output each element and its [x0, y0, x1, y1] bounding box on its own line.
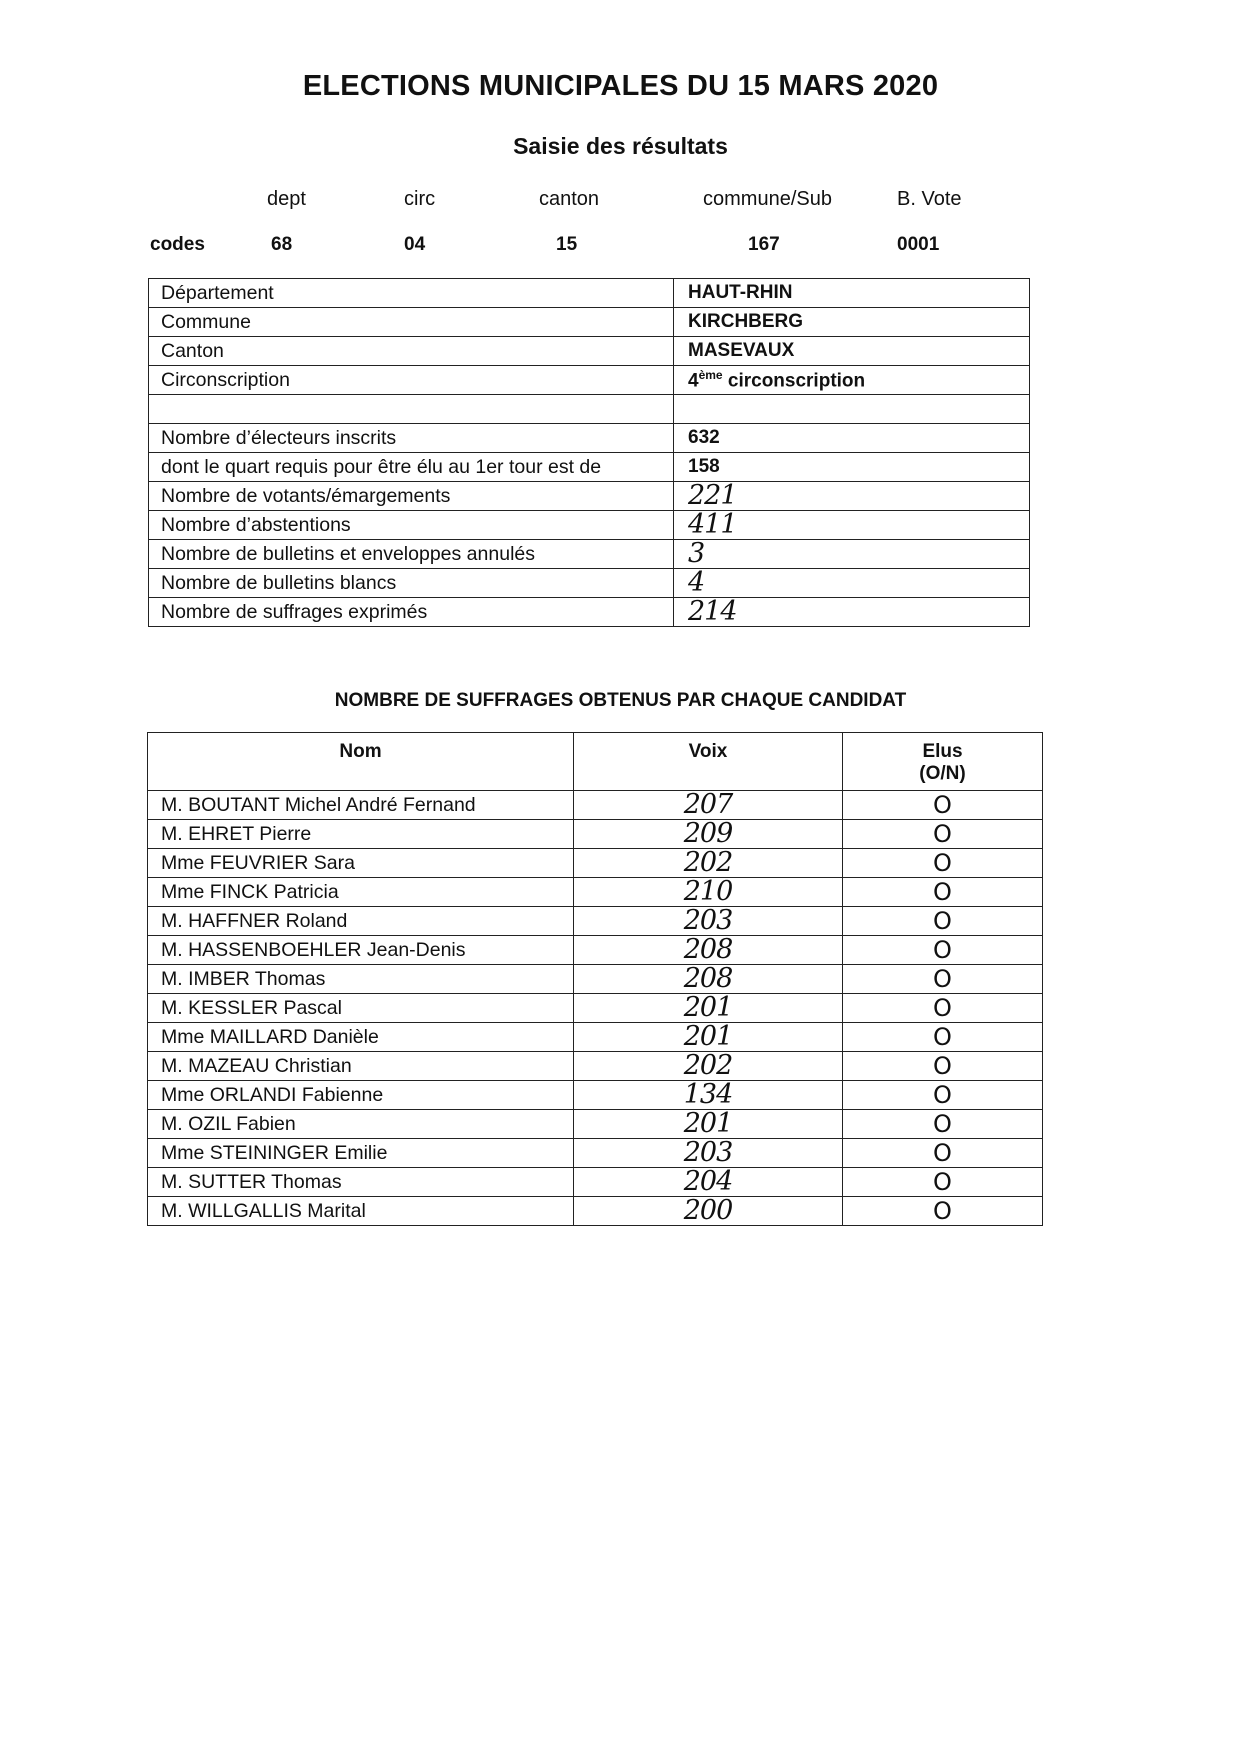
row-empty: [149, 395, 1030, 424]
candidate-name: M. IMBER Thomas: [148, 965, 574, 994]
candidate-elected: O: [843, 849, 1043, 878]
candidate-name: M. OZIL Fabien: [148, 1110, 574, 1139]
candidate-name: Mme STEININGER Emilie: [148, 1139, 574, 1168]
row-abstentions: [149, 511, 1030, 540]
empty-label-cell: [149, 395, 674, 424]
label-blancs: Nombre de bulletins blancs: [149, 569, 674, 598]
document-subtitle: Saisie des résultats: [513, 133, 728, 159]
candidate-elected: O: [843, 936, 1043, 965]
table-row: [148, 1139, 1043, 1168]
header-elus: [843, 733, 1043, 791]
candidate-name: M. SUTTER Thomas: [148, 1168, 574, 1197]
candidate-elected: O: [843, 1110, 1043, 1139]
table-row: [148, 791, 1043, 820]
candidate-votes: 202: [574, 1052, 843, 1081]
value-departement: HAUT-RHIN: [674, 279, 1030, 308]
circonscription-text: circonscription: [722, 370, 866, 392]
row-exprimes: [149, 598, 1030, 627]
candidate-name: M. BOUTANT Michel André Fernand: [148, 791, 574, 820]
table-row: [148, 907, 1043, 936]
table-row: [148, 1023, 1043, 1052]
header-elus-line2: (O/N): [919, 763, 966, 784]
candidate-votes: 204: [574, 1168, 843, 1197]
table-row: [148, 1081, 1043, 1110]
row-circonscription: [149, 366, 1030, 395]
row-votants: [149, 482, 1030, 511]
value-blancs: 4: [674, 569, 1030, 598]
candidates-body: [148, 791, 1043, 1226]
code-header-bureau-vote: B. Vote: [897, 188, 962, 210]
table-row: [148, 878, 1043, 907]
value-inscrits: 632: [674, 424, 1030, 453]
candidate-votes: 210: [574, 878, 843, 907]
row-departement: [149, 279, 1030, 308]
row-blancs: [149, 569, 1030, 598]
circonscription-ordinal: ème: [698, 367, 723, 382]
value-exprimes: 214: [674, 598, 1030, 627]
candidate-votes: 201: [574, 1110, 843, 1139]
row-inscrits: [149, 424, 1030, 453]
candidate-elected: O: [843, 994, 1043, 1023]
candidate-elected: O: [843, 820, 1043, 849]
value-canton: MASEVAUX: [674, 337, 1030, 366]
candidate-votes: 203: [574, 1139, 843, 1168]
code-value-dept: 68: [271, 234, 293, 255]
candidate-elected: O: [843, 1081, 1043, 1110]
candidate-name: Mme FINCK Patricia: [148, 878, 574, 907]
results-summary-table: [148, 278, 1030, 627]
table-row: [148, 1052, 1043, 1081]
table-row: [148, 936, 1043, 965]
code-value-circ: 04: [404, 234, 426, 255]
candidate-name: Mme MAILLARD Danièle: [148, 1023, 574, 1052]
candidate-elected: O: [843, 1052, 1043, 1081]
label-departement: Département: [149, 279, 674, 308]
value-quart: 158: [674, 453, 1030, 482]
table-row: [148, 849, 1043, 878]
candidate-name: M. MAZEAU Christian: [148, 1052, 574, 1081]
code-value-canton: 15: [556, 234, 578, 255]
value-annules: 3: [674, 540, 1030, 569]
candidate-votes: 201: [574, 1023, 843, 1052]
label-circonscription: Circonscription: [149, 366, 674, 395]
label-abstentions: Nombre d’abstentions: [149, 511, 674, 540]
candidate-name: M. HASSENBOEHLER Jean-Denis: [148, 936, 574, 965]
label-votants: Nombre de votants/émargements: [149, 482, 674, 511]
candidate-elected: O: [843, 791, 1043, 820]
value-circonscription: [674, 366, 1030, 395]
header-nom: Nom: [148, 733, 574, 791]
code-value-commune: 167: [748, 234, 780, 255]
header-voix: Voix: [574, 733, 843, 791]
candidate-elected: O: [843, 965, 1043, 994]
table-row: [148, 965, 1043, 994]
row-commune: [149, 308, 1030, 337]
candidate-votes: 207: [574, 791, 843, 820]
code-header-dept: dept: [267, 188, 306, 210]
candidate-votes: 134: [574, 1081, 843, 1110]
candidate-elected: O: [843, 1168, 1043, 1197]
circonscription-number: 4: [688, 370, 699, 392]
document-title: ELECTIONS MUNICIPALES DU 15 MARS 2020: [302, 70, 939, 102]
row-quart: [149, 453, 1030, 482]
candidate-name: M. EHRET Pierre: [148, 820, 574, 849]
candidate-elected: O: [843, 878, 1043, 907]
candidates-section-title: NOMBRE DE SUFFRAGES OBTENUS PAR CHAQUE CANDIDAT: [334, 690, 907, 711]
candidate-elected: O: [843, 1139, 1043, 1168]
empty-value-cell: [674, 395, 1030, 424]
label-inscrits: Nombre d’électeurs inscrits: [149, 424, 674, 453]
row-annules: [149, 540, 1030, 569]
value-commune: KIRCHBERG: [674, 308, 1030, 337]
label-annules: Nombre de bulletins et enveloppes annulés: [149, 540, 674, 569]
candidate-name: M. HAFFNER Roland: [148, 907, 574, 936]
table-row: [148, 994, 1043, 1023]
row-canton: [149, 337, 1030, 366]
candidate-votes: 208: [574, 936, 843, 965]
table-row: [148, 1168, 1043, 1197]
candidate-votes: 203: [574, 907, 843, 936]
code-header-circ: circ: [404, 188, 436, 210]
candidate-name: Mme FEUVRIER Sara: [148, 849, 574, 878]
code-header-commune: commune/Sub: [703, 188, 832, 210]
candidates-header-row: [148, 733, 1043, 791]
candidate-votes: 209: [574, 820, 843, 849]
label-canton: Canton: [149, 337, 674, 366]
table-row: [148, 1110, 1043, 1139]
candidate-votes: 200: [574, 1197, 843, 1226]
value-abstentions: 411: [674, 511, 1030, 540]
label-exprimes: Nombre de suffrages exprimés: [149, 598, 674, 627]
value-votants: 221: [674, 482, 1030, 511]
candidate-name: Mme ORLANDI Fabienne: [148, 1081, 574, 1110]
table-row: [148, 820, 1043, 849]
codes-label: codes: [150, 234, 205, 255]
candidate-votes: 202: [574, 849, 843, 878]
candidate-elected: O: [843, 907, 1043, 936]
candidates-table: [147, 732, 1043, 1226]
candidate-elected: O: [843, 1197, 1043, 1226]
label-quart: dont le quart requis pour être élu au 1er tour est de: [149, 453, 674, 482]
candidate-votes: 208: [574, 965, 843, 994]
table-row: [148, 1197, 1043, 1226]
candidate-name: M. WILLGALLIS Marital: [148, 1197, 574, 1226]
candidate-elected: O: [843, 1023, 1043, 1052]
candidate-votes: 201: [574, 994, 843, 1023]
header-elus-line1: Elus: [922, 741, 963, 762]
code-value-bureau-vote: 0001: [897, 234, 940, 255]
label-commune: Commune: [149, 308, 674, 337]
code-header-canton: canton: [539, 188, 600, 210]
candidate-name: M. KESSLER Pascal: [148, 994, 574, 1023]
